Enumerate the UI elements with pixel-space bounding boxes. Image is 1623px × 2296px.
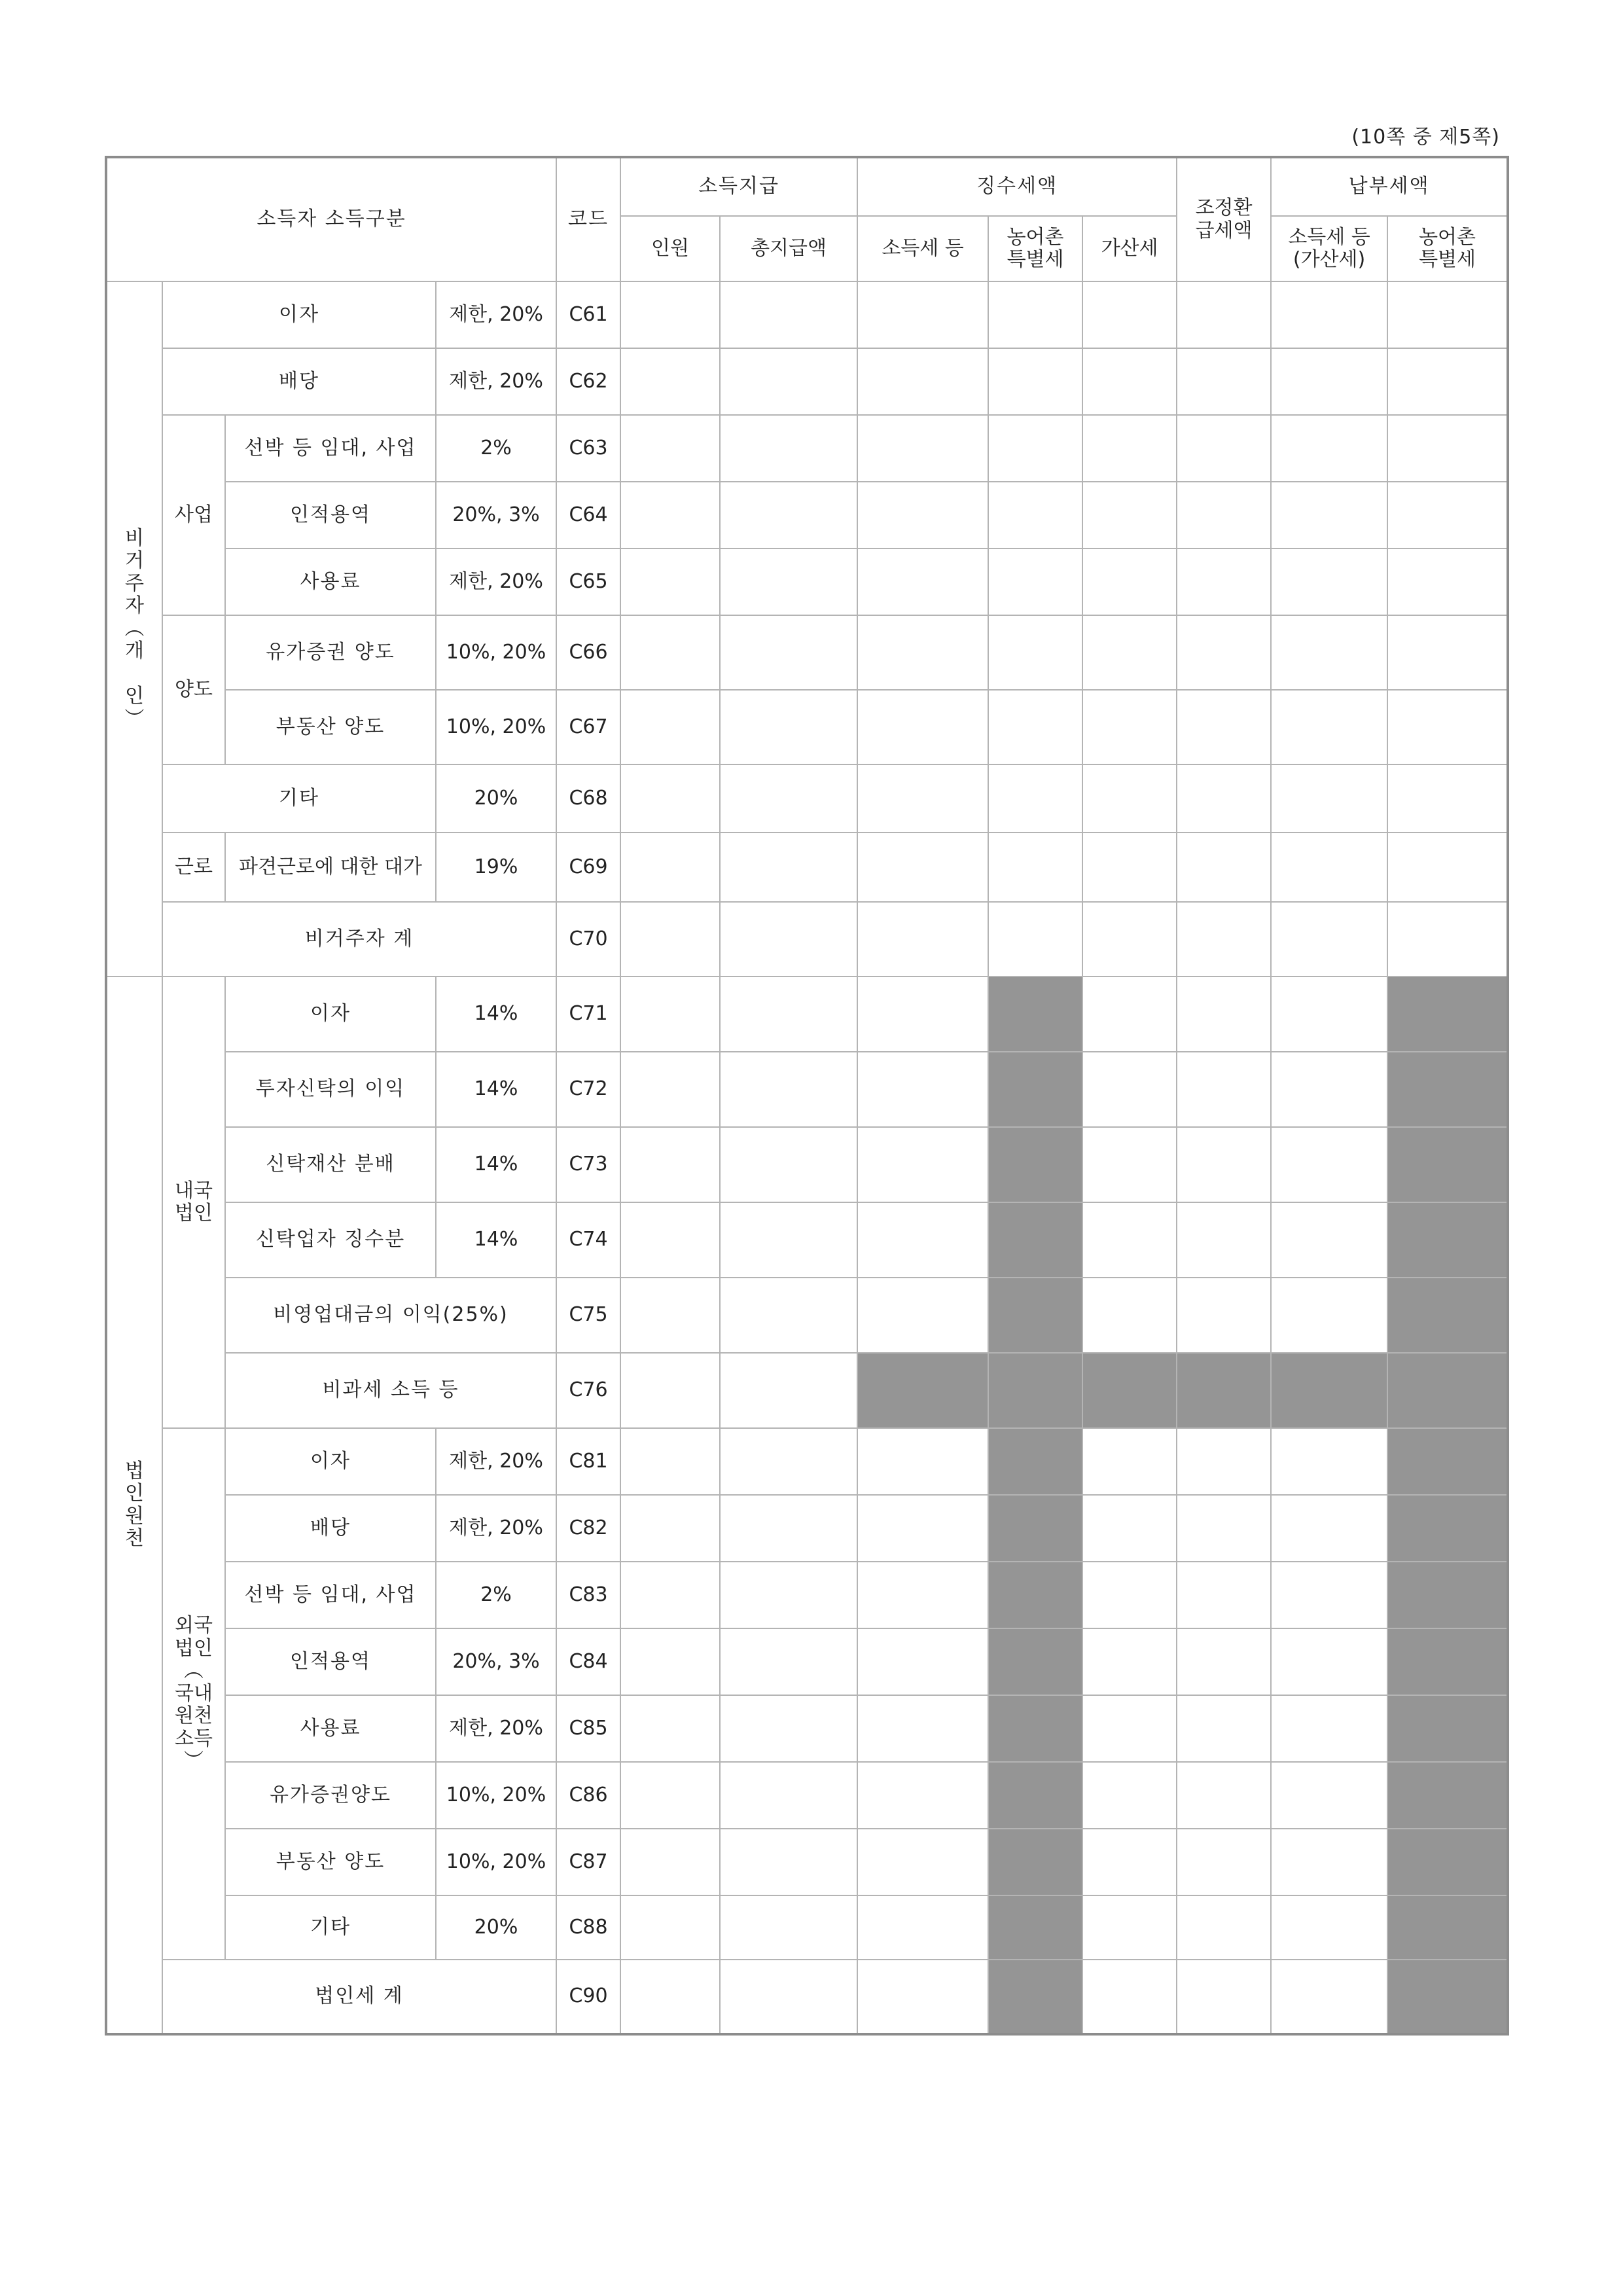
cell-penalty-tax[interactable] — [1082, 690, 1177, 764]
cell-penalty-tax[interactable] — [1082, 615, 1177, 690]
row-label: 배당 — [225, 1495, 436, 1562]
group-domestic-corp: 내국 법인 — [162, 977, 225, 1428]
cell-paid-rural-tax[interactable] — [1387, 615, 1508, 690]
cell-persons[interactable] — [620, 1562, 720, 1628]
cell-penalty-tax[interactable] — [1082, 1562, 1177, 1628]
shaded-cell — [1387, 1695, 1508, 1762]
row-rate: 14% — [436, 1127, 556, 1202]
cell-total-payment[interactable] — [720, 1829, 857, 1895]
cell-persons[interactable] — [620, 1695, 720, 1762]
shaded-cell — [857, 1353, 988, 1428]
cell-paid-income-tax[interactable] — [1271, 1628, 1387, 1695]
header-penalty-tax: 가산세 — [1082, 216, 1177, 281]
row-label: 이자 — [162, 281, 436, 348]
shaded-cell — [988, 1562, 1082, 1628]
cell-penalty-tax[interactable] — [1082, 1829, 1177, 1895]
cell-total-payment[interactable] — [720, 902, 857, 977]
header-income-payment: 소득지급 — [620, 157, 857, 216]
cell-penalty-tax[interactable] — [1082, 902, 1177, 977]
cell-adjusted-refund[interactable] — [1177, 348, 1271, 415]
cell-paid-rural-tax[interactable] — [1387, 833, 1508, 902]
shaded-cell — [988, 1829, 1082, 1895]
shaded-cell — [1177, 1353, 1271, 1428]
cell-persons[interactable] — [620, 1895, 720, 1960]
cell-penalty-tax[interactable] — [1082, 1278, 1177, 1353]
cell-paid-income-tax[interactable] — [1271, 764, 1387, 833]
cell-paid-rural-tax[interactable] — [1387, 548, 1508, 615]
cell-income-tax[interactable] — [857, 548, 988, 615]
row-rate: 제한, 20% — [436, 1495, 556, 1562]
cell-total-payment[interactable] — [720, 415, 857, 482]
cell-total-payment[interactable] — [720, 615, 857, 690]
cell-penalty-tax[interactable] — [1082, 1762, 1177, 1829]
row-code: C83 — [556, 1562, 620, 1628]
shaded-cell — [1387, 977, 1508, 1052]
cell-adjusted-refund[interactable] — [1177, 415, 1271, 482]
cell-total-payment[interactable] — [720, 1202, 857, 1278]
header-rural-tax: 농어촌 특별세 — [988, 216, 1082, 281]
cell-income-tax[interactable] — [857, 690, 988, 764]
row-code: C71 — [556, 977, 620, 1052]
row-rate: 14% — [436, 977, 556, 1052]
cell-adjusted-refund[interactable] — [1177, 1762, 1271, 1829]
cell-adjusted-refund[interactable] — [1177, 1695, 1271, 1762]
row-rate: 10%, 20% — [436, 615, 556, 690]
cell-persons[interactable] — [620, 1628, 720, 1695]
cell-rural-tax[interactable] — [988, 415, 1082, 482]
cell-paid-rural-tax[interactable] — [1387, 690, 1508, 764]
cell-income-tax[interactable] — [857, 1762, 988, 1829]
cell-adjusted-refund[interactable] — [1177, 1562, 1271, 1628]
row-code: C72 — [556, 1052, 620, 1127]
cell-adjusted-refund[interactable] — [1177, 690, 1271, 764]
cell-penalty-tax[interactable] — [1082, 1895, 1177, 1960]
page-indicator: (10쪽 중 제5쪽) — [1351, 126, 1500, 149]
cell-paid-income-tax[interactable] — [1271, 1127, 1387, 1202]
cell-total-payment[interactable] — [720, 1895, 857, 1960]
shaded-cell — [988, 1202, 1082, 1278]
shaded-cell — [1082, 1353, 1177, 1428]
shaded-cell — [1387, 1960, 1508, 2034]
cell-persons[interactable] — [620, 1278, 720, 1353]
row-code: C84 — [556, 1628, 620, 1695]
cell-adjusted-refund[interactable] — [1177, 1052, 1271, 1127]
cell-rural-tax[interactable] — [988, 348, 1082, 415]
cell-paid-income-tax[interactable] — [1271, 415, 1387, 482]
cell-penalty-tax[interactable] — [1082, 1127, 1177, 1202]
cell-paid-income-tax[interactable] — [1271, 977, 1387, 1052]
cell-paid-income-tax[interactable] — [1271, 902, 1387, 977]
cell-paid-rural-tax[interactable] — [1387, 415, 1508, 482]
cell-persons[interactable] — [620, 615, 720, 690]
cell-income-tax[interactable] — [857, 1628, 988, 1695]
cell-persons[interactable] — [620, 348, 720, 415]
cell-persons[interactable] — [620, 1829, 720, 1895]
cell-penalty-tax[interactable] — [1082, 1628, 1177, 1695]
header-paid-rural-tax: 농어촌 특별세 — [1387, 216, 1508, 281]
row-label: 선박 등 임대, 사업 — [225, 1562, 436, 1628]
cell-income-tax[interactable] — [857, 1695, 988, 1762]
row-code: C62 — [556, 348, 620, 415]
cell-income-tax[interactable] — [857, 1562, 988, 1628]
row-label: 사용료 — [225, 1695, 436, 1762]
row-code: C81 — [556, 1428, 620, 1495]
cell-persons[interactable] — [620, 977, 720, 1052]
cell-persons[interactable] — [620, 1960, 720, 2034]
row-label: 비거주자 계 — [162, 902, 556, 977]
cell-penalty-tax[interactable] — [1082, 1428, 1177, 1495]
row-rate: 제한, 20% — [436, 548, 556, 615]
group-transfer: 양도 — [162, 615, 225, 764]
cell-paid-income-tax[interactable] — [1271, 1895, 1387, 1960]
row-label: 인적용역 — [225, 1628, 436, 1695]
row-rate: 14% — [436, 1202, 556, 1278]
cell-adjusted-refund[interactable] — [1177, 281, 1271, 348]
row-code: C68 — [556, 764, 620, 833]
cell-paid-income-tax[interactable] — [1271, 690, 1387, 764]
shaded-cell — [1387, 1202, 1508, 1278]
cell-persons[interactable] — [620, 902, 720, 977]
cell-rural-tax[interactable] — [988, 764, 1082, 833]
shaded-cell — [988, 1895, 1082, 1960]
cell-income-tax[interactable] — [857, 615, 988, 690]
cell-income-tax[interactable] — [857, 833, 988, 902]
cell-adjusted-refund[interactable] — [1177, 482, 1271, 548]
row-rate: 제한, 20% — [436, 1695, 556, 1762]
cell-income-tax[interactable] — [857, 1202, 988, 1278]
shaded-cell — [1387, 1353, 1508, 1428]
shaded-cell — [988, 1628, 1082, 1695]
cell-penalty-tax[interactable] — [1082, 482, 1177, 548]
cell-paid-income-tax[interactable] — [1271, 1762, 1387, 1829]
cell-penalty-tax[interactable] — [1082, 1495, 1177, 1562]
cell-persons[interactable] — [620, 548, 720, 615]
shaded-cell — [1387, 1052, 1508, 1127]
row-label: 파견근로에 대한 대가 — [225, 833, 436, 902]
row-code: C63 — [556, 415, 620, 482]
shaded-cell — [988, 1495, 1082, 1562]
cell-total-payment[interactable] — [720, 548, 857, 615]
row-label: 기타 — [225, 1895, 436, 1960]
cell-paid-income-tax[interactable] — [1271, 482, 1387, 548]
row-code: C87 — [556, 1829, 620, 1895]
row-label: 신탁재산 분배 — [225, 1127, 436, 1202]
header-code: 코드 — [556, 157, 620, 281]
row-rate: 20%, 3% — [436, 1628, 556, 1695]
cell-adjusted-refund[interactable] — [1177, 1127, 1271, 1202]
cell-adjusted-refund[interactable] — [1177, 1628, 1271, 1695]
cell-paid-income-tax[interactable] — [1271, 833, 1387, 902]
cell-total-payment[interactable] — [720, 1428, 857, 1495]
row-rate: 10%, 20% — [436, 1762, 556, 1829]
row-rate: 2% — [436, 1562, 556, 1628]
cell-adjusted-refund[interactable] — [1177, 764, 1271, 833]
cell-penalty-tax[interactable] — [1082, 977, 1177, 1052]
row-label: 기타 — [162, 764, 436, 833]
cell-adjusted-refund[interactable] — [1177, 902, 1271, 977]
row-label: 유가증권 양도 — [225, 615, 436, 690]
row-label: 유가증권양도 — [225, 1762, 436, 1829]
row-rate: 제한, 20% — [436, 348, 556, 415]
cell-income-tax[interactable] — [857, 415, 988, 482]
row-label: 비영업대금의 이익(25%) — [225, 1278, 556, 1353]
withholding-tax-table — [105, 156, 1509, 2036]
cell-penalty-tax[interactable] — [1082, 548, 1177, 615]
cell-rural-tax[interactable] — [988, 482, 1082, 548]
cell-adjusted-refund[interactable] — [1177, 1202, 1271, 1278]
cell-total-payment[interactable] — [720, 690, 857, 764]
cell-paid-income-tax[interactable] — [1271, 1495, 1387, 1562]
header-paid-tax: 납부세액 — [1271, 157, 1508, 216]
shaded-cell — [1387, 1895, 1508, 1960]
cell-total-payment[interactable] — [720, 1695, 857, 1762]
row-code: C88 — [556, 1895, 620, 1960]
shaded-cell — [1387, 1495, 1508, 1562]
cell-paid-income-tax[interactable] — [1271, 1829, 1387, 1895]
cell-paid-income-tax[interactable] — [1271, 348, 1387, 415]
cell-rural-tax[interactable] — [988, 281, 1082, 348]
cell-persons[interactable] — [620, 415, 720, 482]
cell-persons[interactable] — [620, 1202, 720, 1278]
cell-paid-income-tax[interactable] — [1271, 281, 1387, 348]
cell-total-payment[interactable] — [720, 1762, 857, 1829]
cell-total-payment[interactable] — [720, 977, 857, 1052]
row-code: C61 — [556, 281, 620, 348]
row-code: C76 — [556, 1353, 620, 1428]
cell-income-tax[interactable] — [857, 1428, 988, 1495]
cell-paid-income-tax[interactable] — [1271, 1278, 1387, 1353]
cell-income-tax[interactable] — [857, 1495, 988, 1562]
row-code: C73 — [556, 1127, 620, 1202]
row-code: C67 — [556, 690, 620, 764]
shaded-cell — [1387, 1762, 1508, 1829]
cell-adjusted-refund[interactable] — [1177, 615, 1271, 690]
row-label: 부동산 양도 — [225, 1829, 436, 1895]
group-nonresident: 비 거 주 자 ︵ 개 인 ︶ — [106, 281, 162, 977]
cell-paid-income-tax[interactable] — [1271, 1202, 1387, 1278]
header-category: 소득자 소득구분 — [106, 157, 556, 281]
cell-paid-income-tax[interactable] — [1271, 1695, 1387, 1762]
cell-total-payment[interactable] — [720, 482, 857, 548]
cell-adjusted-refund[interactable] — [1177, 548, 1271, 615]
cell-paid-rural-tax[interactable] — [1387, 902, 1508, 977]
cell-persons[interactable] — [620, 281, 720, 348]
cell-persons[interactable] — [620, 1495, 720, 1562]
cell-rural-tax[interactable] — [988, 690, 1082, 764]
cell-income-tax[interactable] — [857, 482, 988, 548]
shaded-cell — [1271, 1353, 1387, 1428]
cell-persons[interactable] — [620, 690, 720, 764]
header-total-payment: 총지급액 — [720, 216, 857, 281]
cell-paid-rural-tax[interactable] — [1387, 482, 1508, 548]
cell-paid-rural-tax[interactable] — [1387, 348, 1508, 415]
row-rate: 14% — [436, 1052, 556, 1127]
shaded-cell — [988, 1127, 1082, 1202]
row-code: C82 — [556, 1495, 620, 1562]
shaded-cell — [1387, 1628, 1508, 1695]
cell-income-tax[interactable] — [857, 1829, 988, 1895]
row-rate: 제한, 20% — [436, 281, 556, 348]
row-rate: 2% — [436, 415, 556, 482]
group-foreign-corp: 외국 법인 ︵ 국내 원천 소득 ︶ — [162, 1428, 225, 1960]
cell-persons[interactable] — [620, 482, 720, 548]
cell-total-payment[interactable] — [720, 1353, 857, 1428]
cell-penalty-tax[interactable] — [1082, 415, 1177, 482]
cell-persons[interactable] — [620, 1353, 720, 1428]
row-code: C90 — [556, 1960, 620, 2034]
row-code: C75 — [556, 1278, 620, 1353]
row-rate: 20% — [436, 764, 556, 833]
row-label: 부동산 양도 — [225, 690, 436, 764]
cell-adjusted-refund[interactable] — [1177, 833, 1271, 902]
cell-total-payment[interactable] — [720, 1495, 857, 1562]
row-label: 이자 — [225, 977, 436, 1052]
cell-penalty-tax[interactable] — [1082, 833, 1177, 902]
group-corporate: 법 인 원 천 — [106, 977, 162, 2034]
header-withholding: 징수세액 — [857, 157, 1177, 216]
row-rate: 10%, 20% — [436, 690, 556, 764]
header-paid-income-tax: 소득세 등 (가산세) — [1271, 216, 1387, 281]
cell-penalty-tax[interactable] — [1082, 1960, 1177, 2034]
cell-total-payment[interactable] — [720, 1960, 857, 2034]
cell-penalty-tax[interactable] — [1082, 1052, 1177, 1127]
cell-paid-income-tax[interactable] — [1271, 1960, 1387, 2034]
shaded-cell — [1387, 1278, 1508, 1353]
header-adjusted-refund: 조정환 급세액 — [1177, 157, 1271, 281]
cell-total-payment[interactable] — [720, 281, 857, 348]
row-code: C64 — [556, 482, 620, 548]
cell-persons[interactable] — [620, 764, 720, 833]
row-label: 투자신탁의 이익 — [225, 1052, 436, 1127]
row-label: 인적용역 — [225, 482, 436, 548]
cell-rural-tax[interactable] — [988, 833, 1082, 902]
cell-penalty-tax[interactable] — [1082, 281, 1177, 348]
cell-income-tax[interactable] — [857, 1895, 988, 1960]
cell-adjusted-refund[interactable] — [1177, 1895, 1271, 1960]
shaded-cell — [988, 977, 1082, 1052]
cell-rural-tax[interactable] — [988, 615, 1082, 690]
shaded-cell — [1387, 1829, 1508, 1895]
cell-paid-income-tax[interactable] — [1271, 548, 1387, 615]
row-code: C74 — [556, 1202, 620, 1278]
cell-paid-rural-tax[interactable] — [1387, 764, 1508, 833]
cell-adjusted-refund[interactable] — [1177, 1829, 1271, 1895]
cell-total-payment[interactable] — [720, 1127, 857, 1202]
cell-total-payment[interactable] — [720, 1278, 857, 1353]
row-label: 신탁업자 징수분 — [225, 1202, 436, 1278]
cell-income-tax[interactable] — [857, 977, 988, 1052]
cell-persons[interactable] — [620, 1052, 720, 1127]
row-code: C85 — [556, 1695, 620, 1762]
cell-adjusted-refund[interactable] — [1177, 1428, 1271, 1495]
row-code: C86 — [556, 1762, 620, 1829]
row-label: 선박 등 임대, 사업 — [225, 415, 436, 482]
cell-total-payment[interactable] — [720, 1052, 857, 1127]
cell-paid-income-tax[interactable] — [1271, 1428, 1387, 1495]
cell-income-tax[interactable] — [857, 1052, 988, 1127]
row-label: 사용료 — [225, 548, 436, 615]
shaded-cell — [988, 1762, 1082, 1829]
cell-persons[interactable] — [620, 1762, 720, 1829]
cell-total-payment[interactable] — [720, 348, 857, 415]
shaded-cell — [988, 1428, 1082, 1495]
row-code: C69 — [556, 833, 620, 902]
cell-income-tax[interactable] — [857, 902, 988, 977]
shaded-cell — [988, 1052, 1082, 1127]
row-rate: 20% — [436, 1895, 556, 1960]
cell-income-tax[interactable] — [857, 1127, 988, 1202]
cell-income-tax[interactable] — [857, 1278, 988, 1353]
shaded-cell — [1387, 1127, 1508, 1202]
cell-total-payment[interactable] — [720, 833, 857, 902]
group-labor: 근로 — [162, 833, 225, 902]
cell-paid-income-tax[interactable] — [1271, 1562, 1387, 1628]
shaded-cell — [988, 1278, 1082, 1353]
cell-adjusted-refund[interactable] — [1177, 977, 1271, 1052]
shaded-cell — [988, 1695, 1082, 1762]
cell-paid-income-tax[interactable] — [1271, 615, 1387, 690]
group-business: 사업 — [162, 415, 225, 615]
row-label: 비과세 소득 등 — [225, 1353, 556, 1428]
cell-paid-income-tax[interactable] — [1271, 1052, 1387, 1127]
cell-total-payment[interactable] — [720, 1562, 857, 1628]
cell-rural-tax[interactable] — [988, 902, 1082, 977]
cell-penalty-tax[interactable] — [1082, 1695, 1177, 1762]
cell-total-payment[interactable] — [720, 1628, 857, 1695]
cell-penalty-tax[interactable] — [1082, 1202, 1177, 1278]
row-code: C65 — [556, 548, 620, 615]
cell-income-tax[interactable] — [857, 1960, 988, 2034]
row-rate: 20%, 3% — [436, 482, 556, 548]
cell-adjusted-refund[interactable] — [1177, 1960, 1271, 2034]
cell-income-tax[interactable] — [857, 281, 988, 348]
row-label: 법인세 계 — [162, 1960, 556, 2034]
cell-penalty-tax[interactable] — [1082, 348, 1177, 415]
shaded-cell — [988, 1353, 1082, 1428]
row-label: 배당 — [162, 348, 436, 415]
cell-total-payment[interactable] — [720, 764, 857, 833]
row-code: C70 — [556, 902, 620, 977]
cell-rural-tax[interactable] — [988, 548, 1082, 615]
row-label: 이자 — [225, 1428, 436, 1495]
header-persons: 인원 — [620, 216, 720, 281]
cell-adjusted-refund[interactable] — [1177, 1495, 1271, 1562]
cell-persons[interactable] — [620, 1428, 720, 1495]
row-rate: 19% — [436, 833, 556, 902]
header-income-tax: 소득세 등 — [857, 216, 988, 281]
cell-penalty-tax[interactable] — [1082, 764, 1177, 833]
row-code: C66 — [556, 615, 620, 690]
shaded-cell — [1387, 1428, 1508, 1495]
row-rate: 10%, 20% — [436, 1829, 556, 1895]
cell-persons[interactable] — [620, 833, 720, 902]
row-rate: 제한, 20% — [436, 1428, 556, 1495]
cell-adjusted-refund[interactable] — [1177, 1278, 1271, 1353]
cell-paid-rural-tax[interactable] — [1387, 281, 1508, 348]
cell-income-tax[interactable] — [857, 764, 988, 833]
cell-persons[interactable] — [620, 1127, 720, 1202]
shaded-cell — [1387, 1562, 1508, 1628]
cell-income-tax[interactable] — [857, 348, 988, 415]
shaded-cell — [988, 1960, 1082, 2034]
